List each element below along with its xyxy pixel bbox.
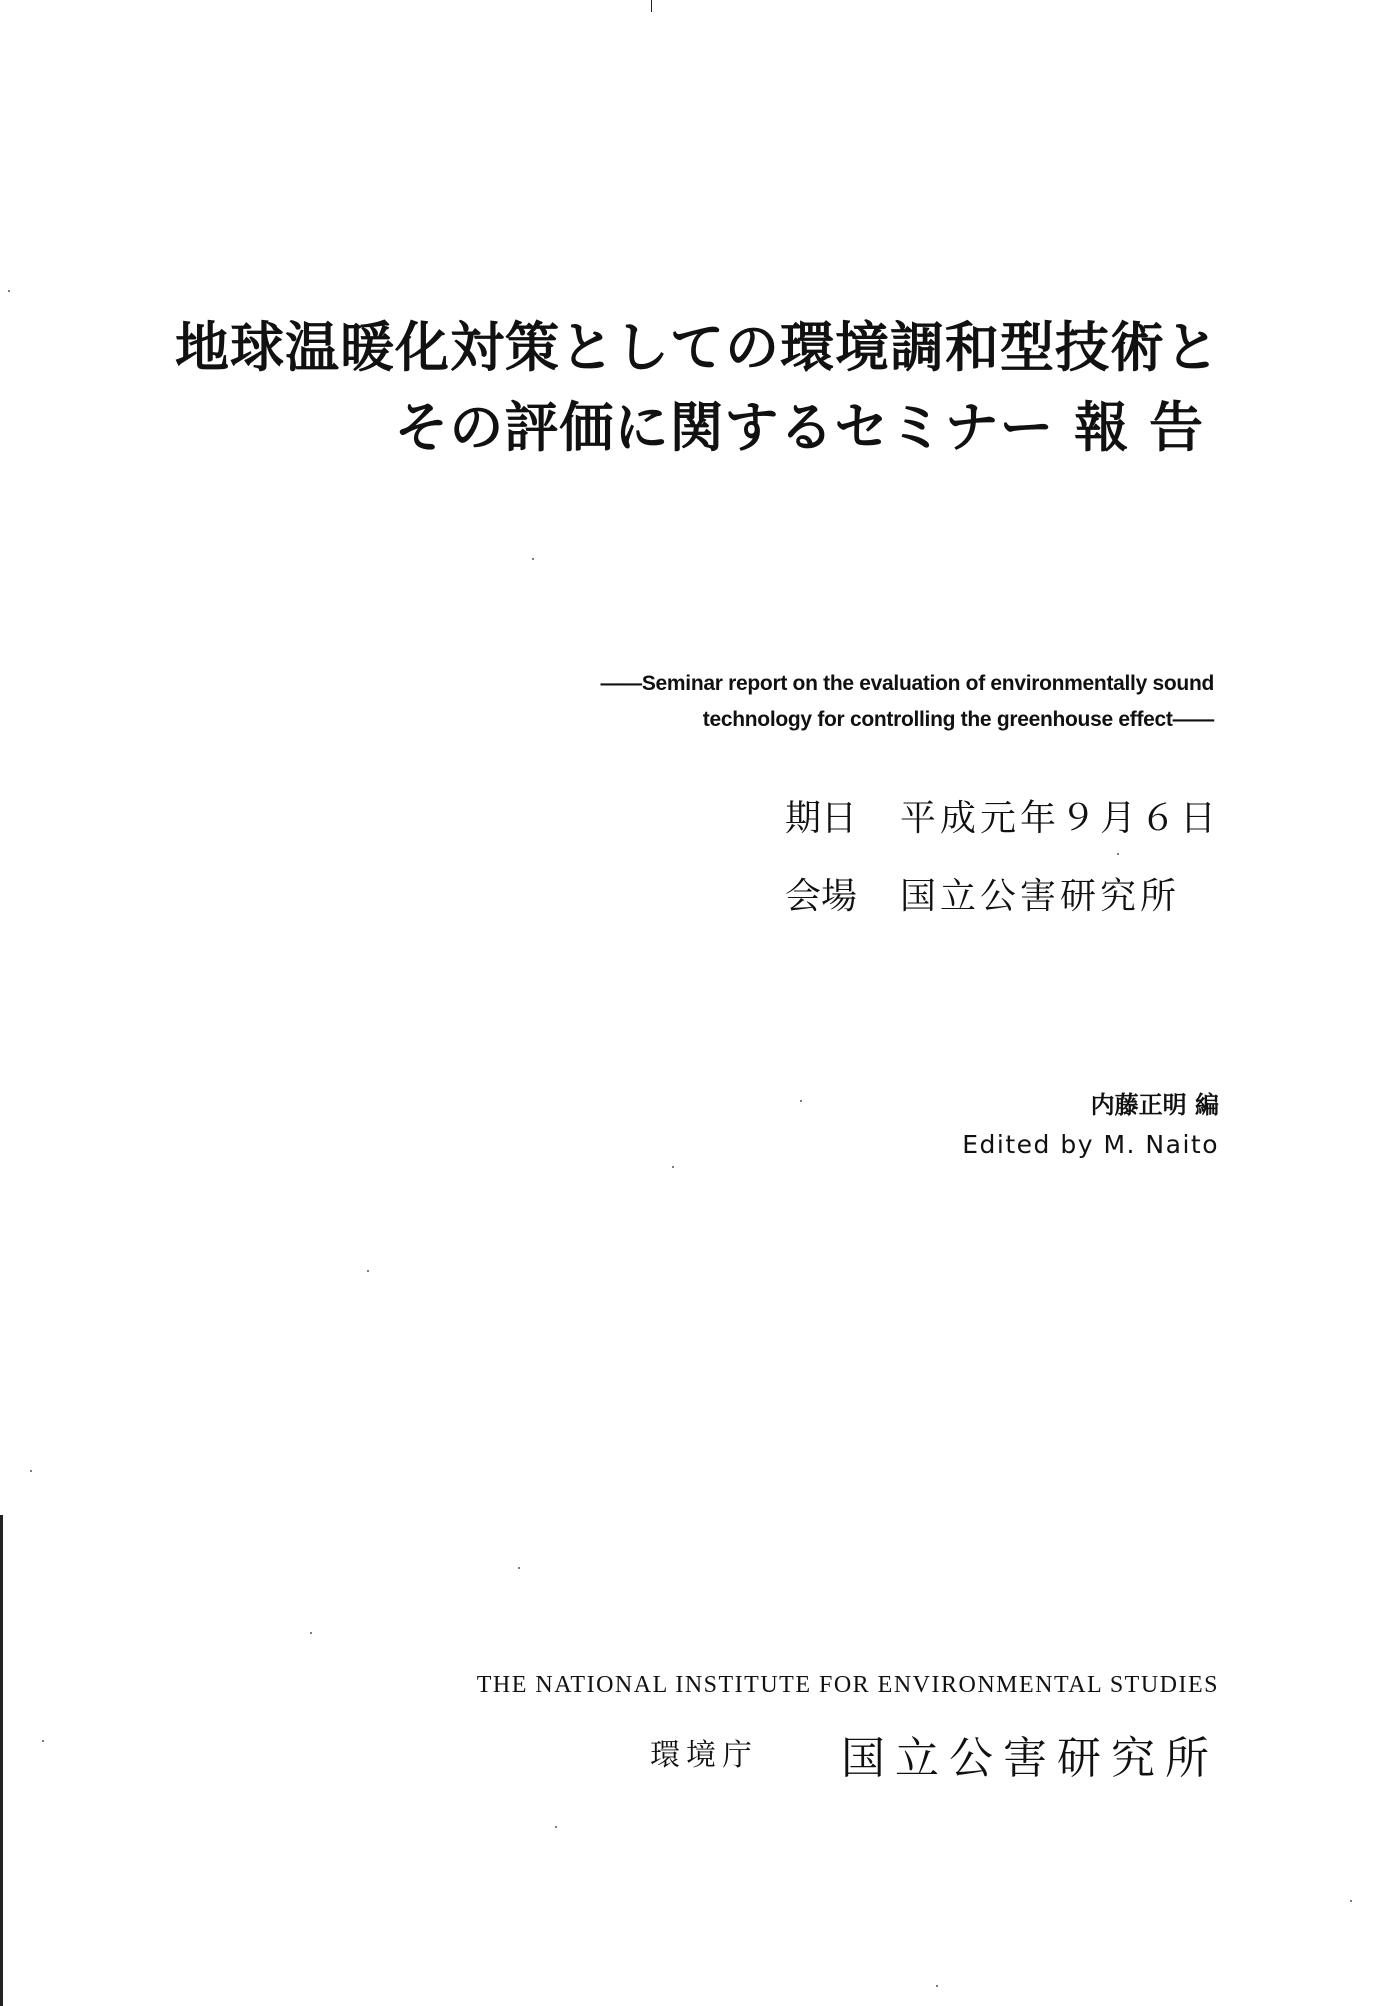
scan-speck — [518, 1567, 520, 1569]
english-subtitle-line-1: ——Seminar report on the evaluation of environmentally sound — [600, 672, 1214, 695]
scan-speck — [936, 1985, 938, 1987]
scan-speck — [800, 1100, 802, 1102]
scan-edge-line — [0, 1515, 3, 2006]
scan-speck — [532, 558, 534, 560]
editor-japanese: 内藤正明 編 — [1090, 1091, 1219, 1119]
report-title-line-1: 地球温暖化対策としての環境調和型技術と — [175, 315, 1220, 379]
report-title-line-2: その評価に関するセミナー 報 告 — [394, 395, 1204, 459]
scan-speck — [555, 1826, 557, 1828]
scan-speck — [42, 1740, 44, 1742]
scan-speck — [310, 1632, 312, 1634]
scan-speck — [30, 1470, 32, 1472]
publisher-agency-japanese: 環境庁 — [650, 1738, 758, 1773]
editor-english: Edited by M. Naito — [962, 1130, 1219, 1159]
scan-speck — [367, 1270, 369, 1272]
scan-top-tick — [651, 0, 652, 12]
venue-value: 国立公害研究所 — [900, 876, 1181, 917]
english-subtitle-line-2: technology for controlling the greenhouse effect—— — [702, 708, 1214, 731]
seminar-venue-row — [785, 868, 1215, 918]
scan-speck — [1117, 853, 1119, 855]
venue-label: 会場 — [785, 876, 858, 917]
date-label: 期日 — [785, 798, 858, 839]
seminar-date-row — [785, 790, 1221, 840]
publisher-name-english: THE NATIONAL INSTITUTE FOR ENVIRONMENTAL STUDIES — [476, 1672, 1219, 1698]
publisher-name-japanese: 国立公害研究所 — [841, 1733, 1219, 1784]
scan-speck — [672, 1166, 674, 1168]
scan-speck — [1350, 1900, 1352, 1902]
scan-speck — [8, 290, 10, 292]
date-value: 平成元年９月６日 — [900, 798, 1221, 839]
